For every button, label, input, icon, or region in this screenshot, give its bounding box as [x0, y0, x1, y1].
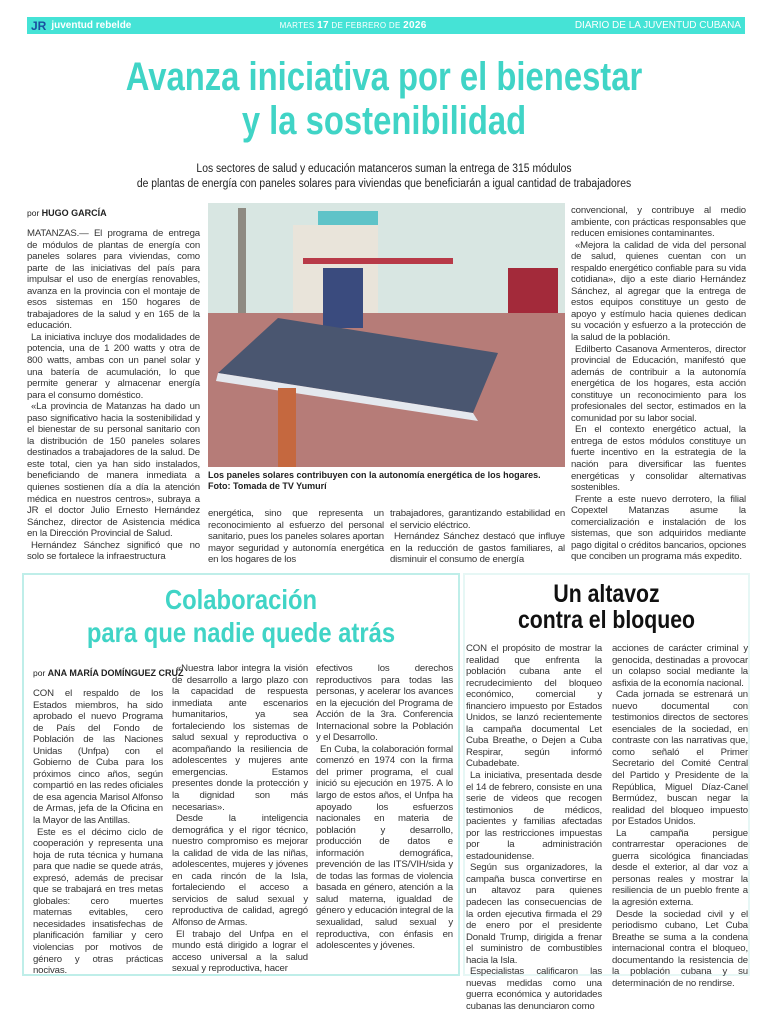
story2-column-1 [33, 688, 163, 977]
paragraph: En el contexto energético actual, la entrega de estos módulos constituye un fuerte incentivo en la estrategia de la nación para diversificar las fuentes energéticas y consolidar alternativas sostenibles. [571, 424, 746, 494]
story2-column-3 [316, 663, 453, 952]
paragraph: CON el propósito de mostrar la realidad que enfrenta la población cubana ante el recrudecimiento del bloqueo económico, comercial y financiero impuesto por Estados Unidos, se lanzó recientemente la campaña documental Let Cuba Breathe, o Dejen a Cuba Respirar, según informó Cubadebate. [466, 643, 602, 770]
story2-byline: por ANA MARÍA DOMÍNGUEZ CRUZ [33, 668, 184, 678]
story3-title-1: Un altavoz [553, 580, 660, 608]
paragraph: La campaña persigue contrarrestar operaciones de guerra sicológica financiadas desde el exterior, al dar voz a personas reales y mostrar la resiliencia de un pueblo frente a la agresión externa. [612, 827, 748, 909]
paragraph: efectivos los derechos reproductivos para todas las personas, y acelerar los avances en la ejecución del Programa de Acción de la 3ra. Conferencia Internacional sobre la Población y el Desarrollo. [316, 663, 453, 744]
paragraph: Hernández Sánchez destacó que influye en la reducción de gastos familiares, al disminuir el consumo de energía [390, 531, 565, 566]
paper-tagline: DIARIO DE LA JUVENTUD CUBANA [574, 20, 741, 31]
story3-title-2: contra el bloqueo [517, 606, 696, 634]
jr-logo-icon: JR [31, 18, 47, 33]
paragraph: acciones de carácter criminal y genocida, destinadas a provocar un colapso social mediante la asfixia de la economía nacional. [612, 643, 748, 689]
paragraph: La iniciativa incluye dos modalidades de potencia, una de 1 200 watts y otra de 800 watts, ambas con un panel solar y una batería de acumulación, lo que permite generar y almacenar energía para el consumo doméstico. [27, 331, 200, 401]
paragraph: Desde la sociedad civil y el periodismo cubano, Let Cuba Breathe se suma a la condena internacional contra el bloqueo, documentando la resistencia de la población cubana y su determinación de no rendirse. [612, 908, 748, 989]
paragraph: convencional, y contribuye al medio ambiente, con prácticas responsables que reducen emisiones contaminantes. [571, 205, 746, 240]
story2-title-2: para que nadie quede atrás [86, 617, 396, 648]
solar-panel-photo [208, 203, 565, 467]
paper-name: juventud rebelde [51, 20, 132, 31]
headline-line-2: y la sostenibilidad [241, 99, 527, 143]
paragraph: Desde la inteligencia demográfica y el rigor técnico, nuestro compromiso es mejorar la calidad de vida de las niñas, adolescentes, mujeres y jóvenes en cada rincón de la Isla, fortaleciendo el acceso a servicios de salud sexual y reproductiva de calidad, agregó Alfonso de Armas. [172, 813, 308, 929]
paragraph: Hernández Sánchez significó que no solo se fortalece la infraestructura [27, 539, 200, 563]
article-column-2b [390, 508, 565, 566]
paragraph: CON el respaldo de los Estados miembros, ha sido aprobado el nuevo Programa de País del Fondo de Población de las Naciones Unidas (Unfpa) con el Gobierno de Cuba para los próximos cinco años, según compartió en las redes oficiales de esa agencia Marisol Alfonso de Armas, jefa de la Oficina en la Mayor de las Antillas. [33, 688, 163, 827]
paragraph: Cada jornada se estrenará un nuevo documental con testimonios directos de sectores esenciales de la sociedad, en contraste con las narrativas que, como señaló el Primer Secretario del Comité Central del Partido y Presidente de la República, Miguel Díaz-Canel Bermúdez, buscan negar la realidad del bloqueo impuesto por Estados Unidos. [612, 689, 748, 828]
article-column-3 [571, 205, 746, 563]
article-column-1 [27, 228, 200, 563]
paragraph: Especialistas calificaron las nuevas medidas como una guerra económica y autoridades cubanas las denunciaron como [466, 966, 602, 1012]
issue-date: MARTES 17 DE FEBRERO DE 2026 [279, 20, 427, 31]
story3-column-2 [612, 643, 748, 989]
paragraph: trabajadores, garantizando estabilidad en el servicio eléctrico. [390, 508, 565, 531]
deck-line-1: Los sectores de salud y educación matanceros suman la entrega de 315 módulos [196, 163, 572, 175]
paragraph: MATANZAS.— El programa de entrega de módulos de plantas de energía con paneles solares para viviendas, como parte de las iniciativas del país para impulsar el uso de energías renovables, avanza en la provincia con el montaje de esos sistemas en 150 hogares de trabajadores de la salud y en 165 de la educación. [27, 228, 200, 332]
paragraph: La iniciativa, presentada desde el 14 de febrero, consiste en una serie de videos que recogen testimonios de médicos, pacientes y familias afectadas por las restricciones impuestas por la administración estadounidense. [466, 770, 602, 862]
deck-line-2: de plantas de energía con paneles solares para viviendas que beneficiarán a igual cantidad de trabajadores [136, 178, 632, 190]
masthead-bar [27, 17, 745, 34]
story3-column-1 [466, 643, 602, 1013]
photo-caption: Los paneles solares contribuyen con la autonomía energética de los hogares. Foto: Tomada de TV Yumurí [208, 470, 541, 491]
paragraph: «Nuestra labor integra la visión de desarrollo a largo plazo con la capacidad de respuesta inmediata ante escenarios humanitarios, ya sea fortaleciendo los sistemas de salud sexual y reproductiva o acompañando la resiliencia de adolescentes y mujeres ante emergencias. Estamos presentes donde la protección y la dignidad son más necesarias». [172, 663, 308, 813]
paragraph: «La provincia de Matanzas ha dado un paso significativo hacia la sostenibilidad y el bienestar de su personal sanitario con la distribución de 150 paneles solares destinados a trabajadores de la salud. De este total, cien ya han sido instalados, beneficiando de manera inmediata a quienes sostienen día a día la atención médica en nuestros centros», subraya a JR el doctor Julio Ernesto Hernández Sánchez, director de Asistencia médica en la Dirección Provincial de Salud. [27, 401, 200, 540]
paragraph: En Cuba, la colaboración formal comenzó en 1974 con la firma del primer programa, el cual inició su ejecución en 1975. A lo largo de estos años, el Unfpa ha apoyado los esfuerzos nacionales en materia de población y desarrollo, producción de datos e información demográfica, prevención de las ITS/VIH/sida y de todas las formas de violencia basada en género, atención a la salud materna, igualdad de género y educación integral de la sexualidad, salud sexual y reproductiva, con énfasis en adolescentes y jóvenes. [316, 743, 453, 952]
paragraph: Edilberto Casanova Armenteros, director provincial de Educación, manifestó que además de contribuir a la autonomía energética de los hogares, esta acción constituye un reconocimiento para los profesionales del sector, estimados en la comunidad por su labor social. [571, 343, 746, 424]
paragraph: energética, sino que representa un reconocimiento al esfuerzo del personal sanitario, pues los paneles solares aportan mayor seguridad y autonomía energética en los hogares de los [208, 508, 384, 566]
byline: por HUGO GARCÍA [27, 208, 107, 218]
story2-column-2 [172, 663, 308, 975]
paragraph: Según sus organizadores, la campaña busca convertirse en un altavoz para quienes padecen las consecuencias de la orden ejecutiva firmada el 29 de enero por el presidente Donald Trump, dirigida a frenar el suministro de combustibles hacia la Isla. [466, 862, 602, 966]
article-column-2a [208, 508, 384, 566]
paragraph: Este es el décimo ciclo de cooperación y representa una hoja de ruta técnica y humana para que nadie se quede atrás, expresó, además de precisar que se trabajará en tres metas globales: cero muertes maternas evitables, cero necesidades insatisfechas de planificación familiar y cero violencias por motivos de género y otras prácticas nocivas. [33, 826, 163, 977]
story2-title-1: Colaboración [164, 584, 318, 615]
headline-line-1: Avanza iniciativa por el bienestar [125, 55, 643, 99]
paragraph: «Mejora la calidad de vida del personal de salud, quienes cuentan con un respaldo energético confiable para su vida cotidiana», dijo a este diario Hernández Sánchez, al agregar que la entrega de estos equipos constituye un gesto de apoyo y estímulo hacia quienes dedican su vocación y esfuerzo a la protección de la salud de la población. [571, 239, 746, 344]
paragraph: El trabajo del Unfpa en el mundo está dirigido a lograr el acceso universal a la salud sexual y reproductiva, hacer [172, 928, 308, 975]
masthead-logo[interactable] [31, 19, 131, 33]
paragraph: Frente a este nuevo derrotero, la filial Copextel Matanzas asume la comercialización e instalación de los sistemas, que son adquiridos mediante pago digital o créditos bancarios, opciones que conciben un programa más expedito. [571, 493, 746, 563]
